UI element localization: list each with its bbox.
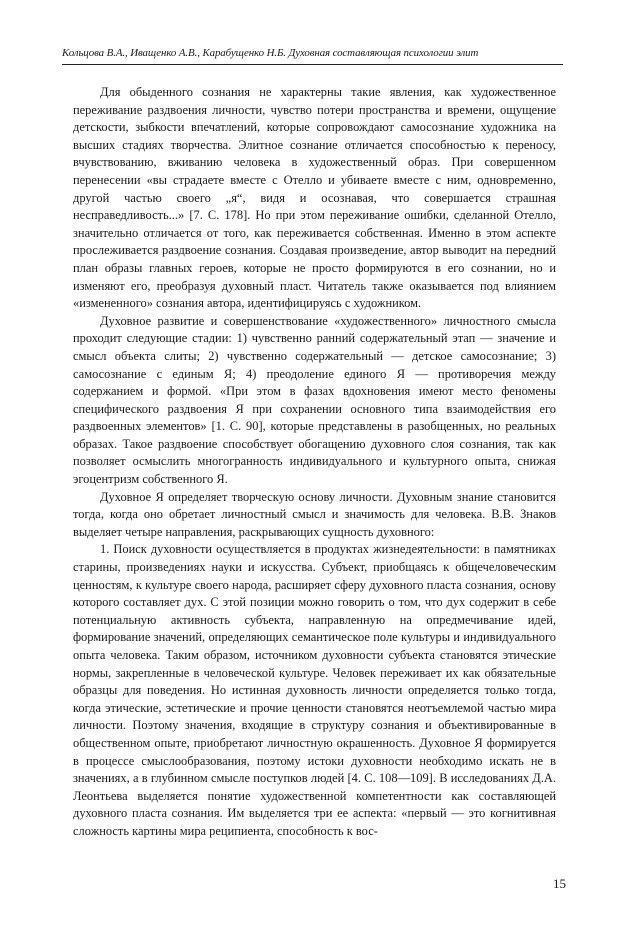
body-text — [73, 84, 556, 841]
paragraph-4: 1. Поиск духовности осуществляется в продуктах жизнедеятельности: в памятниках старины, произведениях науки и искусства. Субъект, приобщаясь к общечеловеческим ценностям, к культуре своего народа, расширяет сферу духовного пласта сознания, основу которого составляет дух. С этой позиции можно говорить о том, что дух содержит в себе потенциальную активность субъекта, направленную на опредмечивание идей, формирование значений, определяющих семантическое поле культуры и индивидуального опыта человека. Таким образом, источником духовности субъекта становятся этические нормы, закрепленные в человеческой культуре. Человек переживает их как обязательные образцы для поведения. Но истинная духовность личности определяется только тогда, когда этические, эстетические и прочие ценности становятся неотъемлемой частью мира личности. Поэтому значения, входящие в структуру сознания и объективированные в общественном опыте, приобретают личностную окрашенность. Духовное Я формируется в процессе смыслообразования, поэтому истоки духовности необходимо искать не в значениях, а в глубинном смысле поступков людей [4. С. 108—109]. В исследованиях Д.А. Леонтьева выделяется понятие художественной компетентности как составляющей духовного пласта сознания. Им выделяется три ее аспекта: «первый — это когнитивная сложность картины мира реципиента, способность к вос- — [73, 542, 556, 838]
header-divider — [62, 64, 563, 65]
page-number: 15 — [553, 876, 566, 891]
paragraph-3: Духовное Я определяет творческую основу личности. Духовным знание становится тогда, когда оно обретает личностный смысл и значимость для человека. В.В. Знаков выделяет четыре направления, раскрывающих сущность духовного: — [73, 489, 556, 539]
running-header: Кольцова В.А., Иващенко А.В., Карабущенко Н.Б. Духовная составляющая психологии элит — [62, 47, 479, 59]
paragraph-1: Для обыденного сознания не характерны такие явления, как художественное переживание раздвоения личности, чувство потери пространства и времени, ощущение детскости, зыбкости впечатлений, которые сопровождают самосознание художника на высших стадиях творчества. Элитное сознание отличается способностью к переносу, вчувствованию, вживанию человека в художественный образ. При совершенном перенесении «вы страдаете вместе с Отелло и убиваете вместе с ним, одновременно, другой частью своего „я“, видя и осознавая, что совершается страшная несправедливость...» [7. С. 178]. Но при этом переживание ошибки, сделанной Отелло, значительно отличается от того, как переживается собственная. Именно в этом аспекте прослеживается раздвоение сознания. Создавая произведение, автор выводит на передний план образы главных героев, которые не просто формируются в его сознании, но и изменяют его, преобразуя духовный пласт. Читатель также оказывается под влиянием «измененного» сознания автора, идентифицируясь с художником. — [73, 85, 556, 311]
paragraph-2: Духовное развитие и совершенствование «художественного» личностного смысла проходит следующие стадии: 1) чувственно ранний содержательный этап — значение и смысл объекта слиты; 2) чувственно содержательный — детское самосознание; 3) самосознание с единым Я; 4) преодоление единого Я — противоречия между содержанием и формой. «При этом в фазах вдохновения имеют место феномены специфического раздвоения Я при сохранении основного типа взаимодействия его раздвоенных элементов» [1. С. 90], которые представлены в разобщенных, но реальных образах. Такое раздвоение способствует обогащению духовного слоя сознания, так как позволяет осмыслить многогранность индивидуального и культурного опыта, снижая эгоцентризм собственного Я. — [73, 313, 556, 487]
